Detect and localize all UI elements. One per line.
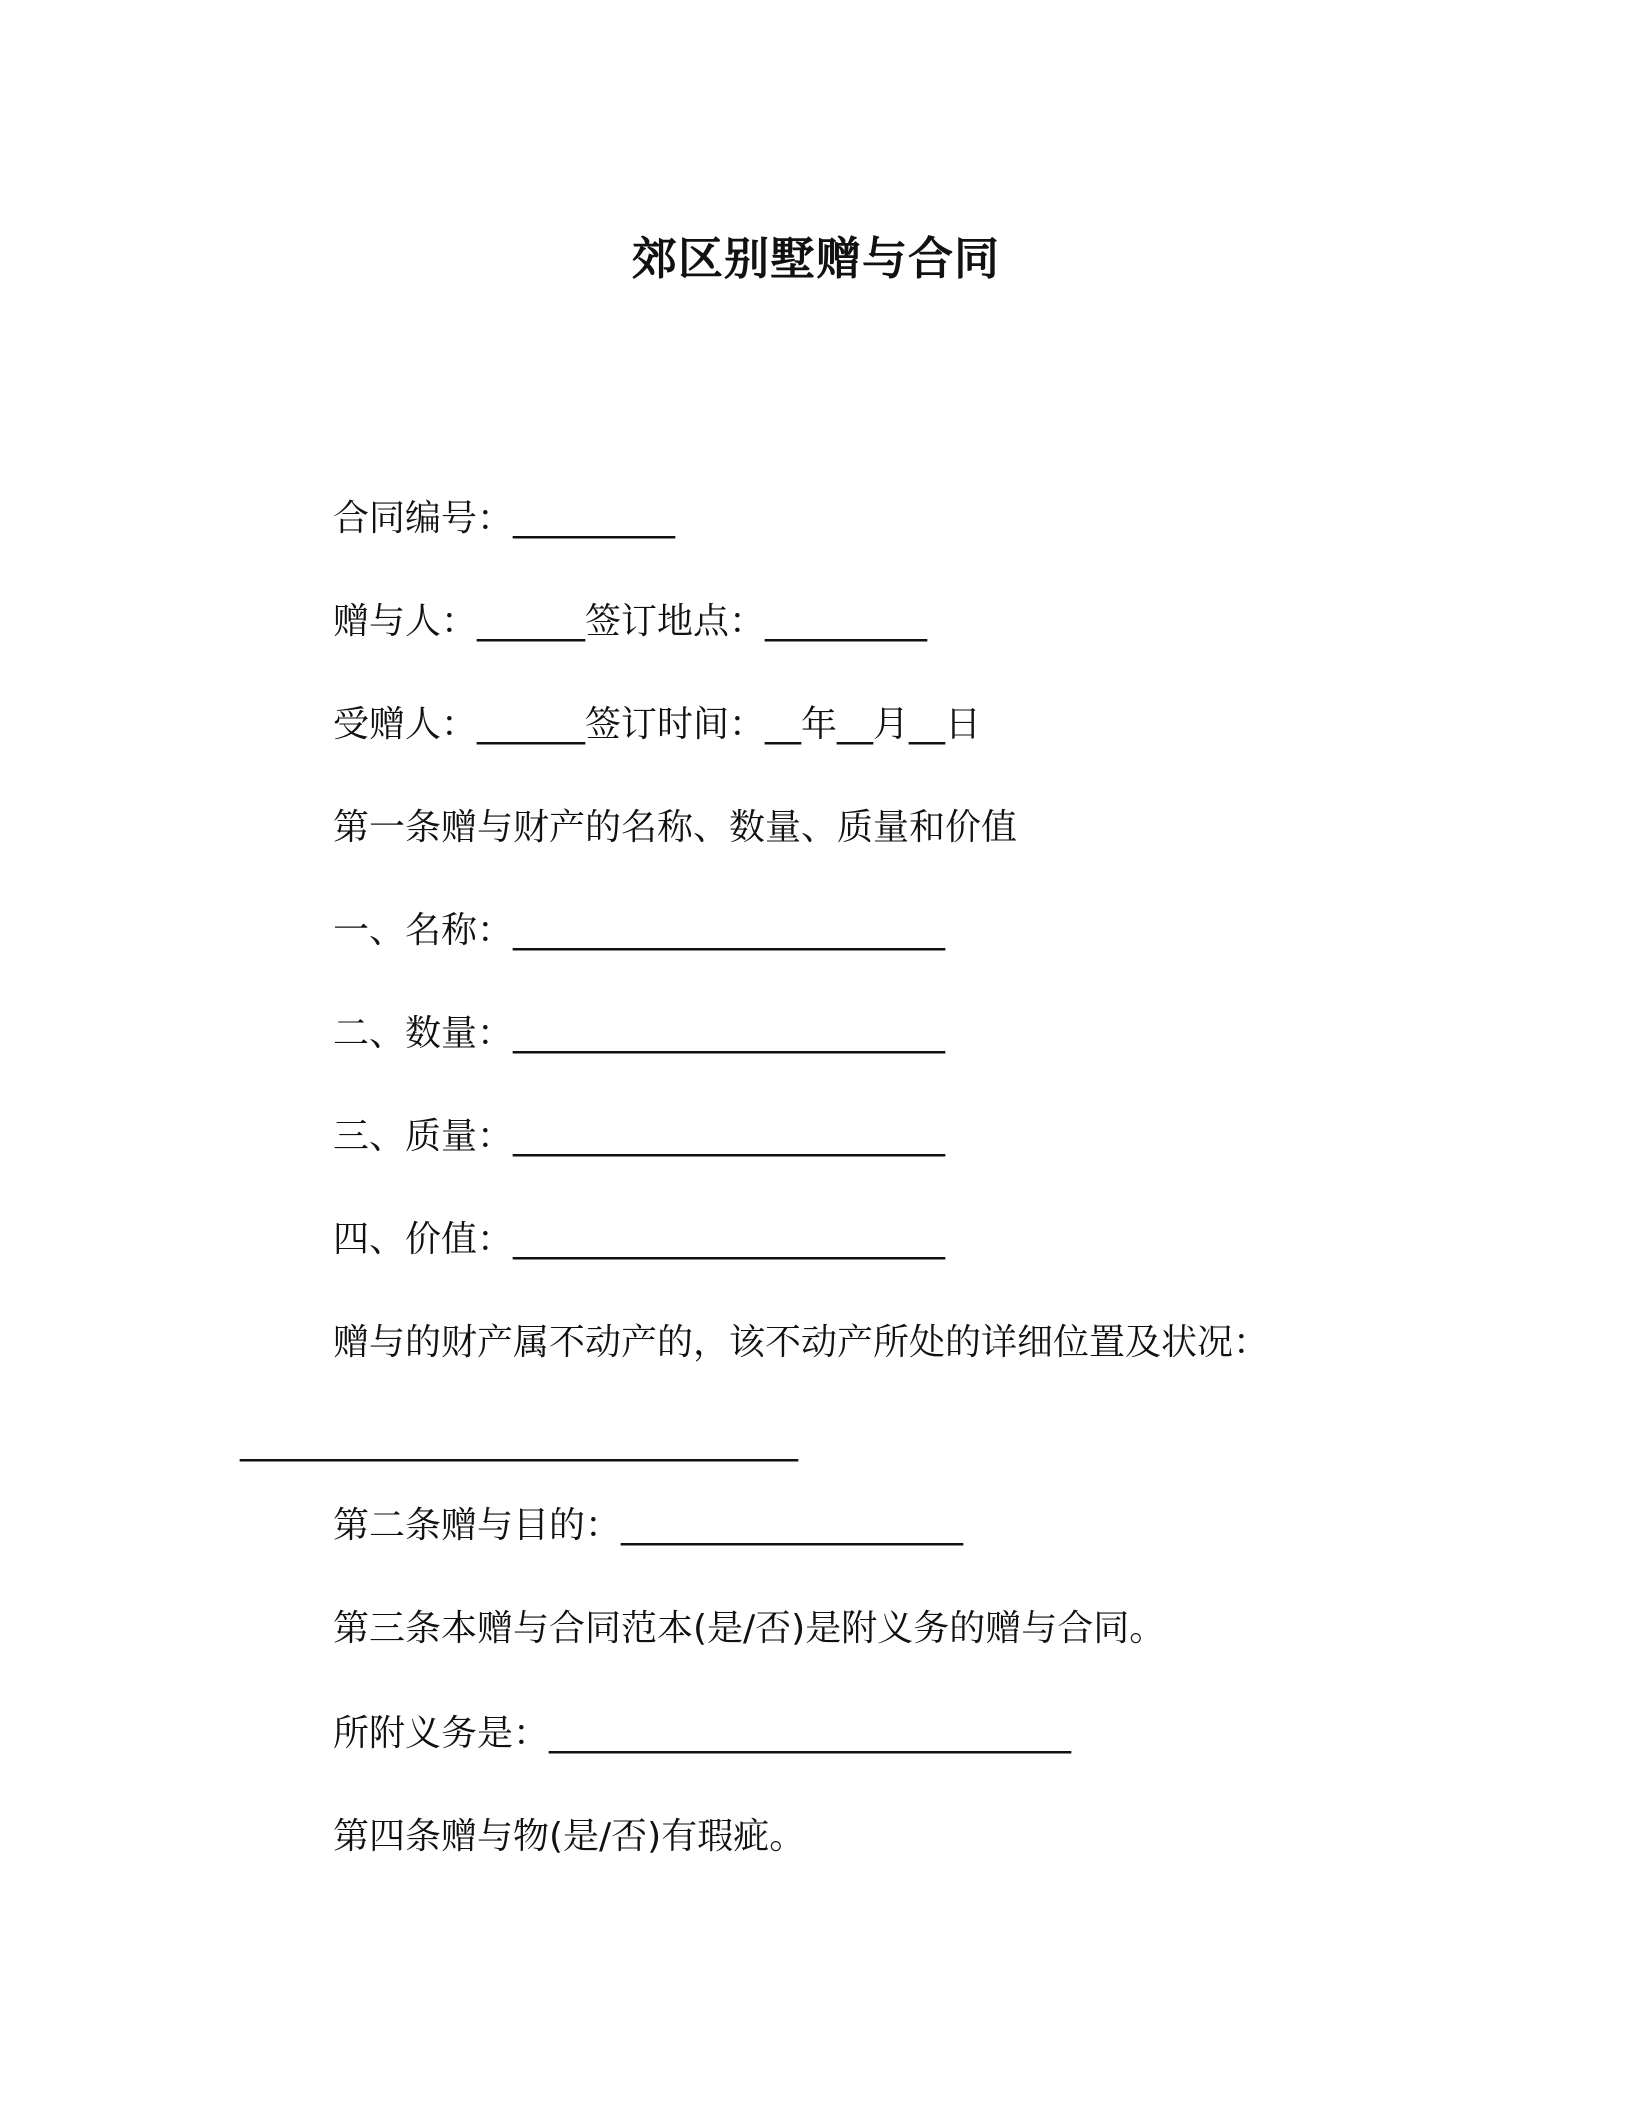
real-estate-blank-line: _______________________________ bbox=[240, 1421, 798, 1462]
contract-number-line: 合同编号：_________ bbox=[333, 498, 676, 539]
obligation-line: 所附义务是：_____________________________ bbox=[333, 1713, 1072, 1754]
item-quality-line: 三、质量：________________________ bbox=[333, 1116, 946, 1157]
donor-line: 赠与人：______签订地点：_________ bbox=[333, 601, 928, 642]
item-name-line: 一、名称：________________________ bbox=[333, 910, 946, 951]
article-two-line: 第二条赠与目的：___________________ bbox=[333, 1505, 964, 1546]
document-title: 郊区别墅赠与合同 bbox=[631, 232, 1000, 285]
donee-line: 受赠人：______签订时间：__年__月__日 bbox=[333, 704, 982, 745]
item-value-line: 四、价值：________________________ bbox=[333, 1219, 946, 1260]
article-four-line: 第四条赠与物(是/否)有瑕疵。 bbox=[333, 1816, 806, 1857]
article-one-heading: 第一条赠与财产的名称、数量、质量和价值 bbox=[333, 807, 1018, 848]
article-three-line: 第三条本赠与合同范本(是/否)是附义务的赠与合同。 bbox=[333, 1608, 1166, 1649]
real-estate-paragraph: 赠与的财产属不动产的，该不动产所处的详细位置及状况： bbox=[333, 1322, 1270, 1363]
item-quantity-line: 二、数量：________________________ bbox=[333, 1013, 946, 1054]
